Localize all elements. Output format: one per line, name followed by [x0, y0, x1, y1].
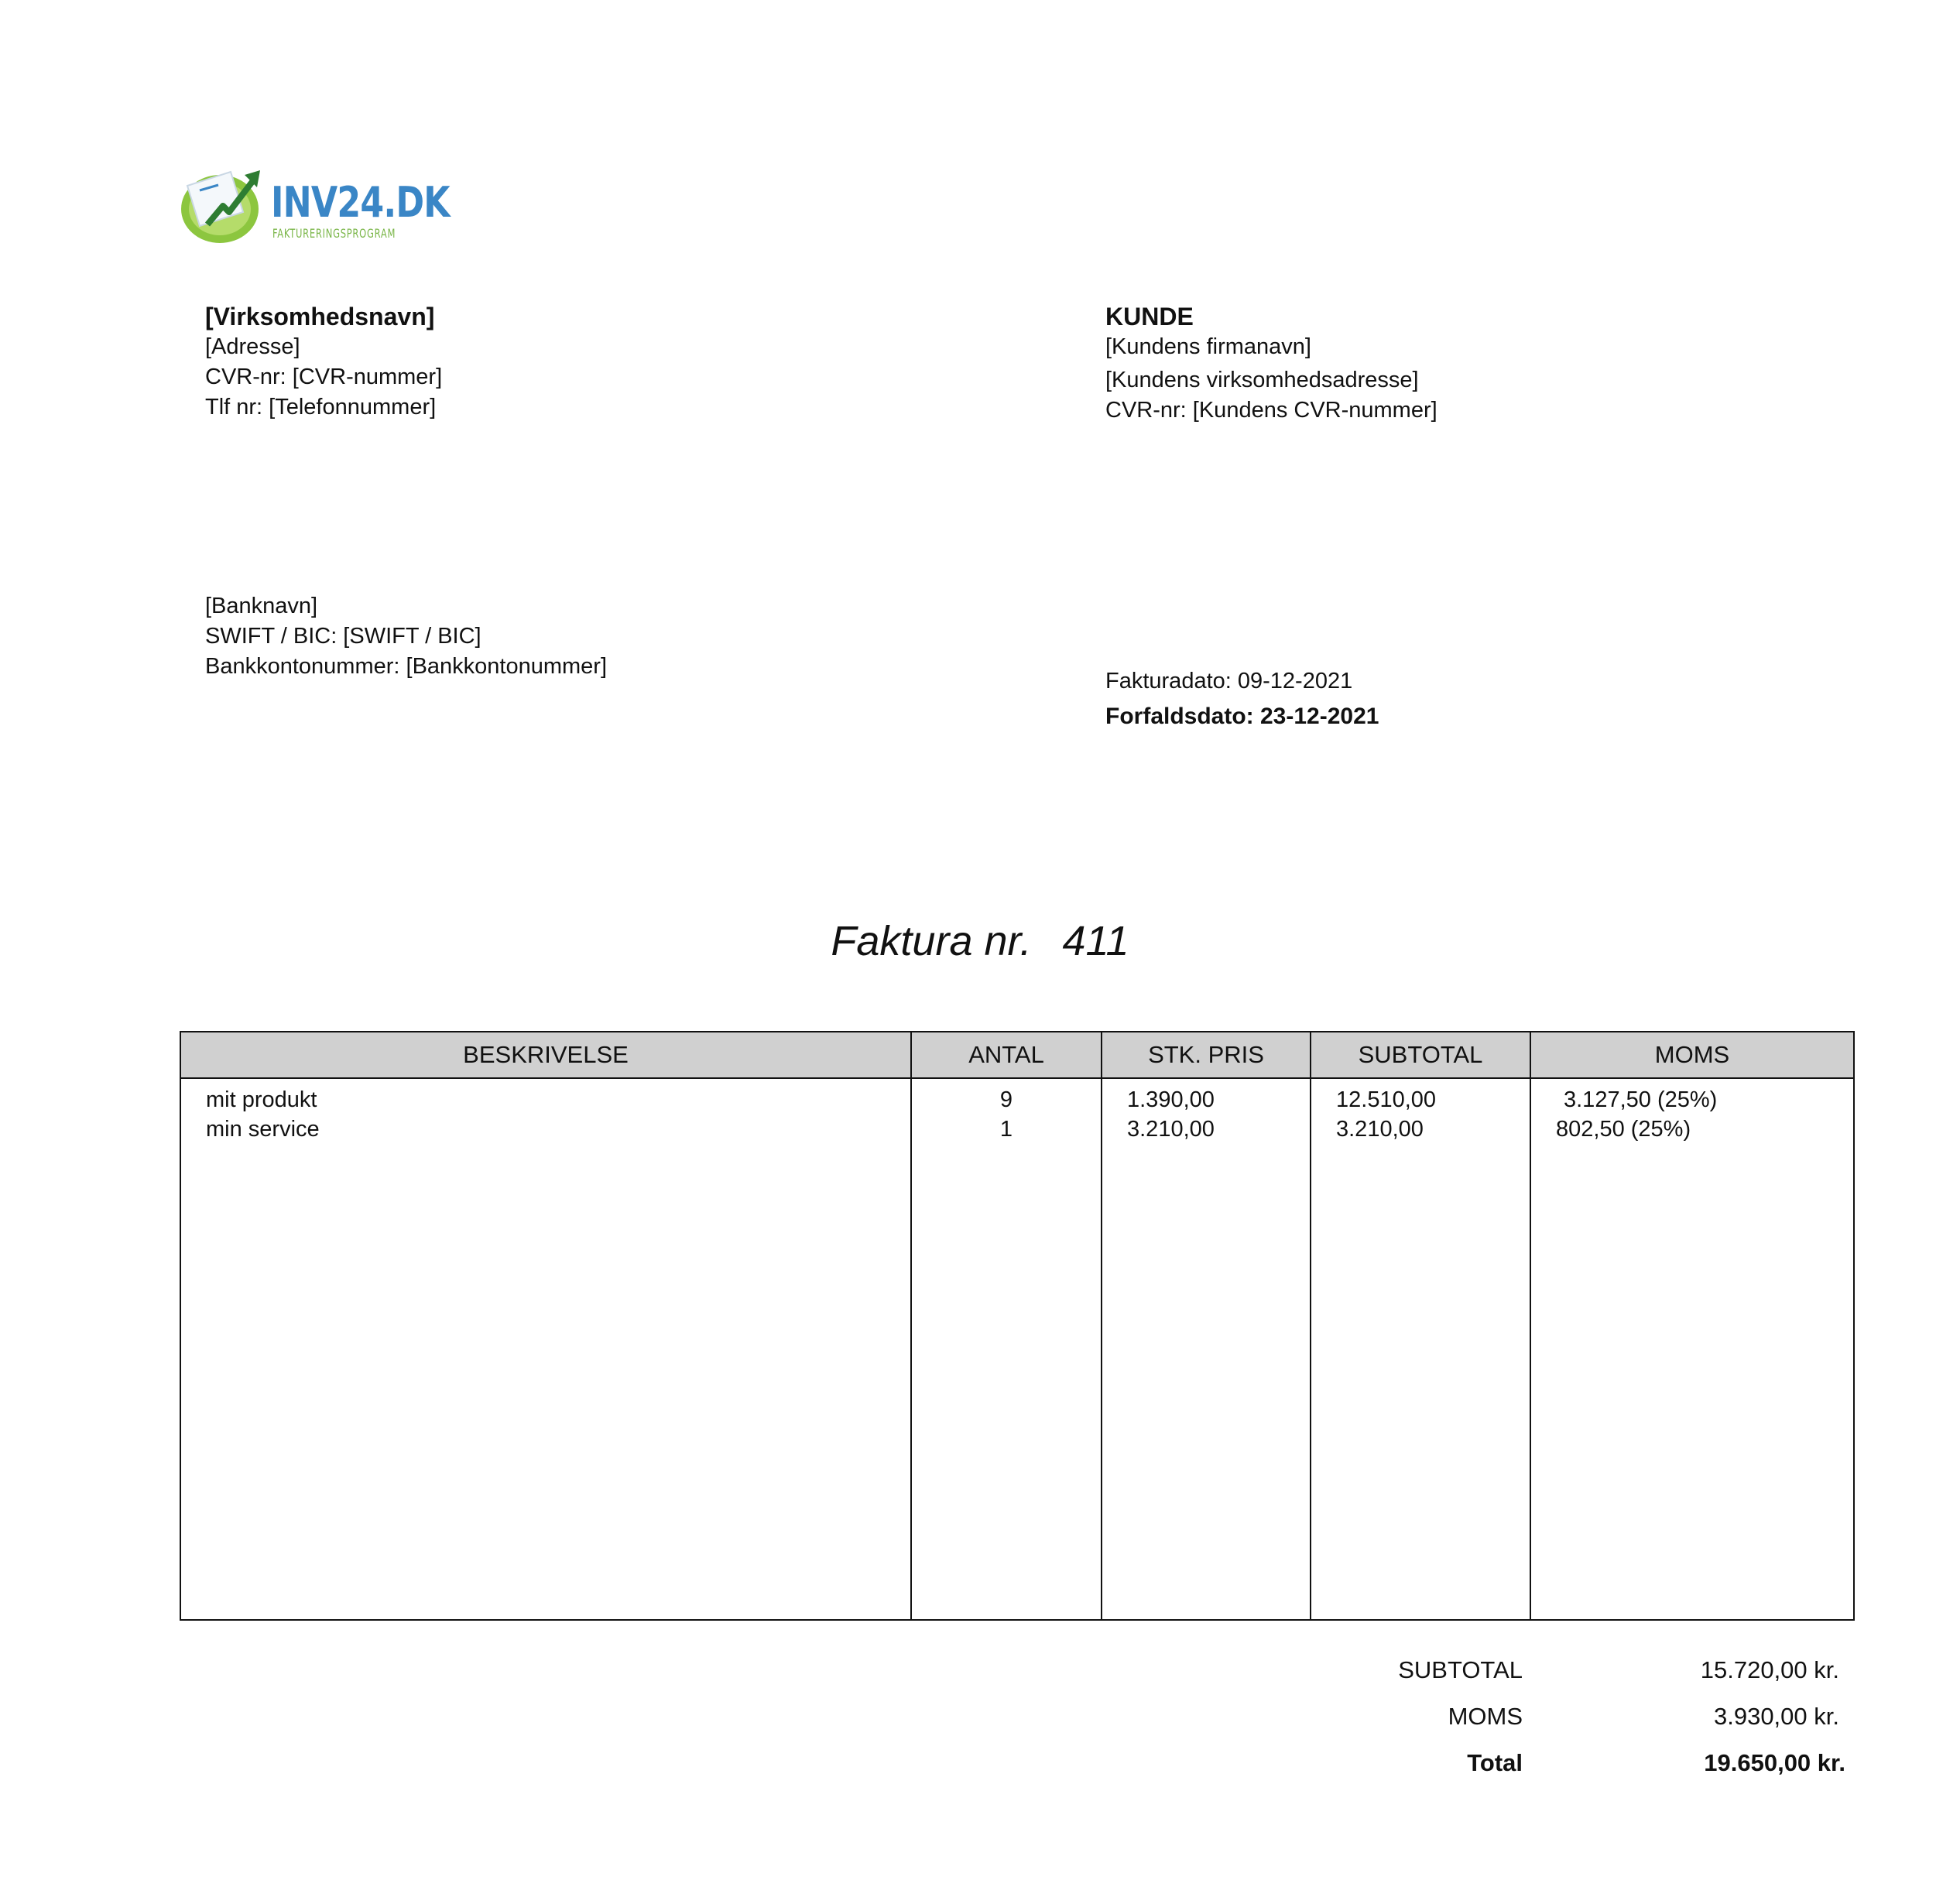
invoice-number: 411 [1062, 918, 1129, 964]
column-header-subtotal: SUBTOTAL [1358, 1041, 1483, 1068]
subtotal-label: SUBTOTAL [1398, 1656, 1523, 1683]
invoice-date: Fakturadato: 09-12-2021 [1105, 669, 1353, 693]
total-label: Total [1467, 1749, 1523, 1776]
items-table [180, 1031, 1855, 1621]
logo-brand: INV24.DK [271, 178, 450, 227]
column-divider [1101, 1032, 1102, 1619]
row-quantity: 9 [999, 1087, 1013, 1112]
vat-value: 3.930,00 kr. [1713, 1703, 1839, 1730]
customer-cvr: CVR-nr: [Kundens CVR-nummer] [1105, 398, 1437, 423]
customer-address: [Kundens virksomhedsadresse] [1105, 368, 1419, 392]
subtotal-value: 15.720,00 kr. [1700, 1656, 1839, 1683]
bank-name: [Banknavn] [205, 594, 318, 618]
seller-address: [Adresse] [205, 334, 300, 359]
seller-name: [Virksomhedsnavn] [205, 303, 435, 330]
column-divider [1310, 1032, 1311, 1619]
row-unit-price: 3.210,00 [1127, 1117, 1215, 1142]
row-unit-price: 1.390,00 [1127, 1087, 1215, 1112]
customer-heading: KUNDE [1105, 303, 1194, 330]
column-header-unit-price: STK. PRIS [1148, 1041, 1264, 1068]
row-description: min service [206, 1117, 320, 1142]
bank-swift: SWIFT / BIC: [SWIFT / BIC] [205, 624, 481, 649]
seller-info [205, 302, 442, 423]
invoice-title [0, 917, 1960, 965]
invoice-title-label: Faktura nr. [831, 918, 1032, 964]
column-header-vat: MOMS [1654, 1041, 1730, 1068]
column-divider [1530, 1032, 1531, 1619]
company-logo [180, 164, 450, 249]
customer-company: [Kundens firmanavn] [1105, 334, 1311, 359]
customer-info [1105, 302, 1437, 426]
column-header-quantity: ANTAL [968, 1041, 1044, 1068]
row-description: mit produkt [206, 1087, 317, 1112]
invoice-arrow-icon [180, 164, 272, 249]
table-header [181, 1032, 1853, 1079]
row-subtotal: 3.210,00 [1336, 1117, 1424, 1142]
bank-info [205, 591, 607, 682]
invoice-dates [1105, 663, 1379, 734]
row-vat: 802,50 (25%) [1556, 1117, 1691, 1142]
seller-cvr: CVR-nr: [CVR-nummer] [205, 365, 443, 389]
row-quantity: 1 [999, 1117, 1013, 1142]
due-date: Forfaldsdato: 23-12-2021 [1105, 704, 1379, 729]
row-subtotal: 12.510,00 [1336, 1087, 1437, 1112]
logo-tagline: FAKTURERINGSPROGRAM [272, 226, 396, 241]
row-vat: 3.127,50 (25%) [1564, 1087, 1718, 1112]
bank-account: Bankkontonummer: [Bankkontonummer] [205, 654, 608, 679]
column-header-description: BESKRIVELSE [463, 1041, 629, 1068]
vat-label: MOMS [1448, 1703, 1523, 1730]
total-value: 19.650,00 kr. [1704, 1749, 1845, 1776]
seller-phone: Tlf nr: [Telefonnummer] [205, 395, 437, 419]
